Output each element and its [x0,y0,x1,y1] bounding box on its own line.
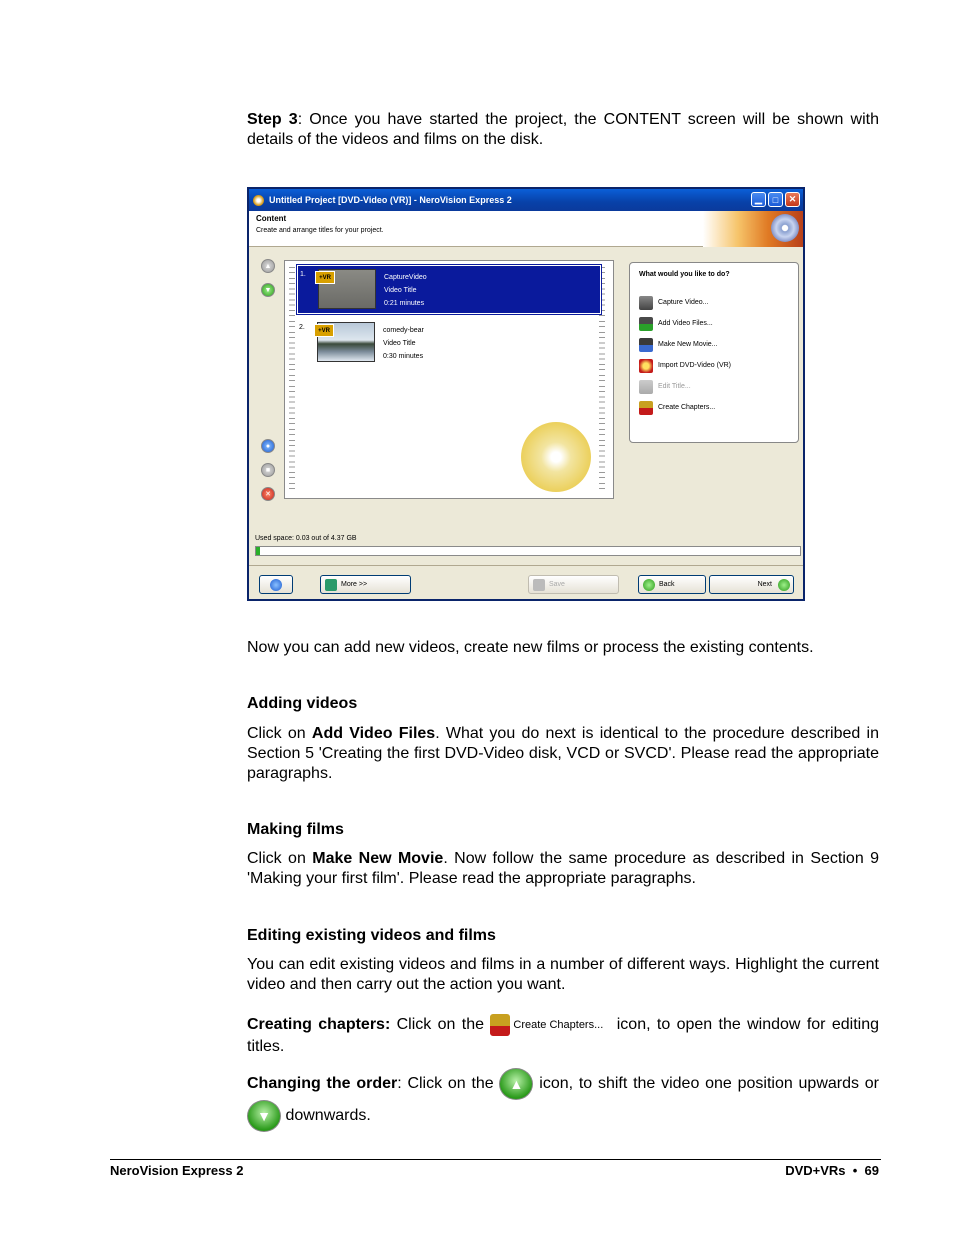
import-dvd-icon [639,359,653,373]
title-item-1[interactable]: 1. +VR CaptureVideo Video Title 0:21 minutes [297,265,601,314]
panel-title: What would you like to do? [639,271,730,278]
title-item-2[interactable]: 2. +VR comedy-bear Video Title 0:30 minutes [297,319,601,368]
maximize-icon[interactable]: □ [768,192,783,207]
vr-badge: +VR [314,324,334,337]
move-up-icon: ▲ [499,1068,533,1100]
order-paragraph: Changing the order: Click on the ▲ icon, to shift the video one position upwards or ▼ downwards. [247,1068,879,1132]
title-duration: 0:21 minutes [384,300,425,307]
adding-paragraph: Click on Add Video Files. What you do next is identical to the procedure described in Section 5 'Creating the first DVD-Video disk, VCD or SVCD'. Please read the appropriate paragraphs. [247,725,879,782]
disc-icon [771,214,799,242]
thumbnail [317,322,375,362]
making-paragraph: Click on Make New Movie. Now follow the same procedure as described in Section 9 'Making your first film'. Please read the appropriate paragraphs. [247,850,880,887]
title-name: comedy-bear [383,327,424,334]
tasks-panel [629,262,799,443]
capture-video-action[interactable]: Capture Video... [639,292,789,313]
used-space-bar [255,546,801,556]
nerovision-window-screenshot [247,187,805,601]
properties-icon[interactable]: ■ [261,463,275,477]
help-button[interactable] [259,575,293,594]
window-title: Untitled Project [DVD-Video (VR)] - NeroVision Express 2 [269,195,512,205]
footer-left: NeroVision Express 2 [110,1163,244,1178]
footer-rule [110,1159,881,1160]
content-header [249,211,803,247]
editing-paragraph: You can edit existing videos and films in a number of different ways. Highlight the current video and then carry out the action you want. [247,956,879,993]
add-video-files-action[interactable]: Add Video Files... [639,313,789,334]
intro-paragraph: Now you can add new videos, create new films or process the existing contents. [247,639,814,656]
making-heading: Making films [247,821,344,838]
move-up-icon[interactable]: ▲ [261,259,275,273]
zoom-icon[interactable]: ● [261,439,275,453]
footer-right: DVD+VRs • 69 [785,1163,879,1178]
create-chapters-inline: Create Chapters... [490,1014,610,1036]
more-button[interactable]: More >> [320,575,411,594]
delete-icon[interactable]: ✕ [261,487,275,501]
title-duration: 0:30 minutes [383,353,424,360]
dvd-video-watermark-icon [521,422,591,492]
more-icon [325,579,337,591]
used-space-label: Used space: 0.03 out of 4.37 GB [255,535,357,542]
page-number: 69 [864,1163,879,1178]
header-title: Content [256,214,287,223]
edit-icon [639,380,653,394]
back-arrow-icon [643,579,655,591]
step3-paragraph [247,110,879,150]
next-button[interactable]: Next [709,575,794,594]
movie-icon [639,338,653,352]
thumbnail [318,269,376,309]
minimize-icon[interactable]: ▁ [751,192,766,207]
edit-title-action[interactable]: Edit Title... [639,376,789,397]
app-icon [253,195,264,206]
title-kind: Video Title [383,340,416,347]
save-button[interactable]: Save [528,575,619,594]
vr-badge: +VR [315,271,335,284]
add-file-icon [639,317,653,331]
back-button[interactable]: Back [638,575,706,594]
help-icon [270,579,282,591]
make-new-movie-action[interactable]: Make New Movie... [639,334,789,355]
title-list [284,260,614,499]
import-dvd-action[interactable]: Import DVD-Video (VR) [639,355,789,376]
move-down-icon[interactable]: ▼ [261,283,275,297]
editing-heading: Editing existing videos and films [247,927,496,944]
chapters-icon [639,401,653,415]
adding-heading: Adding videos [247,695,358,712]
step3-label: Step 3 [247,111,298,128]
create-chapters-action[interactable]: Create Chapters... [639,397,789,418]
save-icon [533,579,545,591]
move-down-icon: ▼ [247,1100,281,1132]
close-icon[interactable]: ✕ [785,192,800,207]
next-arrow-icon [778,579,790,591]
step3-text: : Once you have started the project, the CONTENT screen will be shown with details of the videos and films on the disk. [247,111,879,148]
window-titlebar [249,189,803,211]
title-name: CaptureVideo [384,274,427,281]
chapters-icon [490,1014,510,1036]
header-subtitle: Create and arrange titles for your project. [256,227,384,234]
camera-icon [639,296,653,310]
title-kind: Video Title [384,287,417,294]
chapters-paragraph: Creating chapters: Click on the Create Chapters... icon, to open the window for editing titles. [247,1014,879,1058]
